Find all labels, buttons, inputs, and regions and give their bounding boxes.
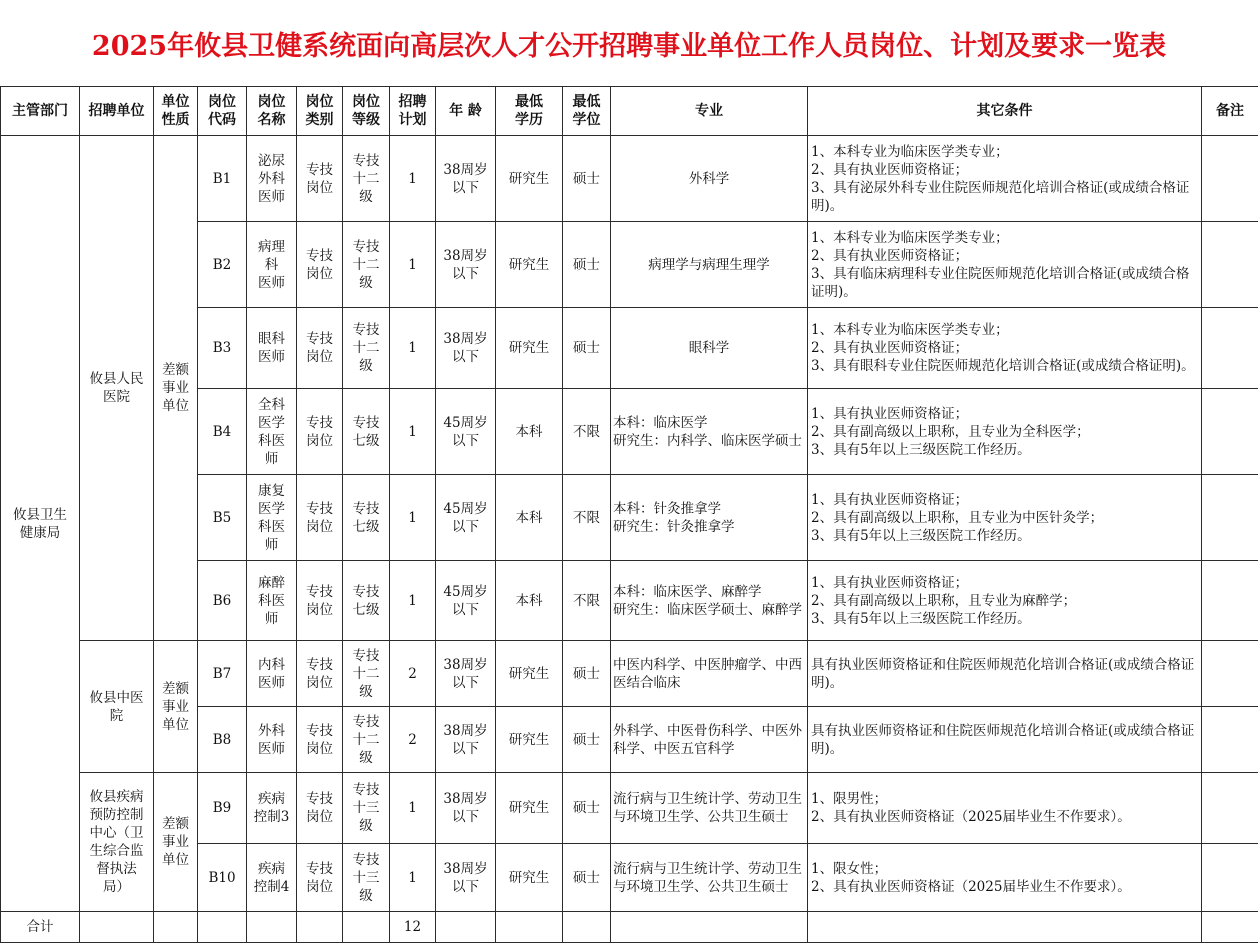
table-row (1, 773, 1258, 844)
plan-cell: 1 (390, 136, 436, 222)
degree-cell: 硕士 (563, 136, 611, 222)
header-nature: 单位 性质 (154, 87, 198, 136)
code-cell: B4 (198, 389, 247, 475)
remark-cell (1202, 136, 1258, 222)
category-cell: 专技 岗位 (297, 641, 343, 707)
page-title: 2025年攸县卫健系统面向高层次人才公开招聘事业单位工作人员岗位、计划及要求一览表 (91, 30, 1167, 62)
post-name-cell: 眼科 医师 (247, 308, 297, 389)
category-cell: 专技 岗位 (297, 222, 343, 308)
other-cell: 1、限男性； 2、具有执业医师资格证（2025届毕业生不作要求）。 (808, 773, 1202, 844)
post-name-cell: 泌尿 外科 医师 (247, 136, 297, 222)
age-cell: 38周岁 以下 (436, 308, 496, 389)
code-cell: B1 (198, 136, 247, 222)
code-cell: B5 (198, 475, 247, 561)
post-name-cell: 外科 医师 (247, 707, 297, 773)
header-name: 岗位 名称 (247, 87, 297, 136)
degree-cell: 硕士 (563, 308, 611, 389)
major-cell: 本科：临床医学 研究生：内科学、临床医学硕士 (611, 389, 808, 475)
other-cell: 1、限女性； 2、具有执业医师资格证（2025届毕业生不作要求）。 (808, 844, 1202, 912)
header-unit: 招聘单位 (80, 87, 154, 136)
major-cell: 本科：针灸推拿学 研究生：针灸推拿学 (611, 475, 808, 561)
header-major: 专业 (611, 87, 808, 136)
remark-cell (1202, 844, 1258, 912)
edu-cell: 研究生 (496, 844, 563, 912)
major-cell: 流行病与卫生统计学、劳动卫生与环境卫生学、公共卫生硕士 (611, 844, 808, 912)
major-cell: 中医内科学、中医肿瘤学、中西医结合临床 (611, 641, 808, 707)
edu-cell: 本科 (496, 475, 563, 561)
remark-cell (1202, 641, 1258, 707)
age-cell: 38周岁 以下 (436, 773, 496, 844)
age-cell: 38周岁 以下 (436, 641, 496, 707)
degree-cell: 硕士 (563, 222, 611, 308)
code-cell: B7 (198, 641, 247, 707)
other-cell: 具有执业医师资格证和住院医师规范化培训合格证(或成绩合格证明)。 (808, 707, 1202, 773)
other-cell: 具有执业医师资格证和住院医师规范化培训合格证(或成绩合格证明)。 (808, 641, 1202, 707)
grade-cell: 专技 十三 级 (343, 844, 390, 912)
post-name-cell: 内科 医师 (247, 641, 297, 707)
edu-cell: 研究生 (496, 222, 563, 308)
age-cell: 38周岁 以下 (436, 844, 496, 912)
remark-cell (1202, 773, 1258, 844)
other-cell: 1、本科专业为临床医学类专业； 2、具有执业医师资格证； 3、具有泌尿外科专业住院医师规范化培训合格证(或成绩合格证明)。 (808, 136, 1202, 222)
age-cell: 38周岁 以下 (436, 136, 496, 222)
post-name-cell: 疾病 控制3 (247, 773, 297, 844)
major-cell: 病理学与病理生理学 (611, 222, 808, 308)
degree-cell: 不限 (563, 561, 611, 641)
edu-cell: 研究生 (496, 136, 563, 222)
code-cell: B9 (198, 773, 247, 844)
dept-cell: 攸县卫生 健康局 (1, 136, 80, 912)
post-name-cell: 全科 医学 科医 师 (247, 389, 297, 475)
category-cell: 专技 岗位 (297, 707, 343, 773)
header-remark: 备注 (1202, 87, 1258, 136)
other-cell: 1、具有执业医师资格证； 2、具有副高级以上职称，且专业为中医针灸学； 3、具有5年以上三级医院工作经历。 (808, 475, 1202, 561)
other-cell: 1、具有执业医师资格证； 2、具有副高级以上职称，且专业为麻醉学； 3、具有5年以上三级医院工作经历。 (808, 561, 1202, 641)
table-row (1, 641, 1258, 707)
major-cell: 外科学、中医骨伤科学、中医外科学、中医五官科学 (611, 707, 808, 773)
grade-cell: 专技 十二 级 (343, 136, 390, 222)
edu-cell: 本科 (496, 389, 563, 475)
post-name-cell: 康复 医学 科医 师 (247, 475, 297, 561)
degree-cell: 不限 (563, 475, 611, 561)
remark-cell (1202, 561, 1258, 641)
remark-cell (1202, 389, 1258, 475)
edu-cell: 研究生 (496, 308, 563, 389)
remark-cell (1202, 475, 1258, 561)
grade-cell: 专技 七级 (343, 389, 390, 475)
age-cell: 45周岁 以下 (436, 389, 496, 475)
header-row (1, 87, 1258, 136)
plan-cell: 1 (390, 773, 436, 844)
grade-cell: 专技 十三 级 (343, 773, 390, 844)
plan-cell: 2 (390, 707, 436, 773)
unit-cell: 攸县中医 院 (80, 641, 154, 773)
header-degree: 最低 学位 (563, 87, 611, 136)
major-cell: 外科学 (611, 136, 808, 222)
header-plan: 招聘 计划 (390, 87, 436, 136)
total-plan: 12 (390, 912, 436, 943)
nature-cell: 差额 事业 单位 (154, 641, 198, 773)
remark-cell (1202, 707, 1258, 773)
code-cell: B10 (198, 844, 247, 912)
category-cell: 专技 岗位 (297, 475, 343, 561)
code-cell: B2 (198, 222, 247, 308)
grade-cell: 专技 七级 (343, 475, 390, 561)
age-cell: 38周岁 以下 (436, 222, 496, 308)
plan-cell: 1 (390, 475, 436, 561)
edu-cell: 研究生 (496, 773, 563, 844)
degree-cell: 硕士 (563, 641, 611, 707)
remark-cell (1202, 308, 1258, 389)
age-cell: 45周岁 以下 (436, 475, 496, 561)
grade-cell: 专技 十二 级 (343, 222, 390, 308)
total-row (1, 912, 1258, 943)
category-cell: 专技 岗位 (297, 136, 343, 222)
category-cell: 专技 岗位 (297, 844, 343, 912)
plan-cell: 1 (390, 222, 436, 308)
header-dept: 主管部门 (1, 87, 80, 136)
plan-cell: 1 (390, 389, 436, 475)
degree-cell: 不限 (563, 389, 611, 475)
edu-cell: 研究生 (496, 707, 563, 773)
post-name-cell: 病理 科 医师 (247, 222, 297, 308)
unit-cell: 攸县人民 医院 (80, 136, 154, 641)
grade-cell: 专技 七级 (343, 561, 390, 641)
table-row (1, 136, 1258, 222)
code-cell: B8 (198, 707, 247, 773)
header-grade: 岗位 等级 (343, 87, 390, 136)
post-name-cell: 疾病 控制4 (247, 844, 297, 912)
age-cell: 38周岁 以下 (436, 707, 496, 773)
plan-cell: 1 (390, 561, 436, 641)
category-cell: 专技 岗位 (297, 389, 343, 475)
recruitment-table (0, 86, 1258, 943)
remark-cell (1202, 222, 1258, 308)
plan-cell: 1 (390, 844, 436, 912)
major-cell: 本科：临床医学、麻醉学 研究生：临床医学硕士、麻醉学 (611, 561, 808, 641)
header-other: 其它条件 (808, 87, 1202, 136)
category-cell: 专技 岗位 (297, 773, 343, 844)
degree-cell: 硕士 (563, 844, 611, 912)
major-cell: 眼科学 (611, 308, 808, 389)
code-cell: B6 (198, 561, 247, 641)
total-label: 合计 (1, 912, 80, 943)
unit-cell: 攸县疾病 预防控制 中心（卫 生综合监 督执法 局） (80, 773, 154, 912)
degree-cell: 硕士 (563, 707, 611, 773)
header-category: 岗位 类别 (297, 87, 343, 136)
nature-cell: 差额 事业 单位 (154, 773, 198, 912)
age-cell: 45周岁 以下 (436, 561, 496, 641)
degree-cell: 硕士 (563, 773, 611, 844)
category-cell: 专技 岗位 (297, 561, 343, 641)
grade-cell: 专技 十二 级 (343, 308, 390, 389)
code-cell: B3 (198, 308, 247, 389)
plan-cell: 1 (390, 308, 436, 389)
grade-cell: 专技 十二 级 (343, 641, 390, 707)
major-cell: 流行病与卫生统计学、劳动卫生与环境卫生学、公共卫生硕士 (611, 773, 808, 844)
nature-cell: 差额 事业 单位 (154, 136, 198, 641)
other-cell: 1、本科专业为临床医学类专业； 2、具有执业医师资格证； 3、具有眼科专业住院医师规范化培训合格证(或成绩合格证明)。 (808, 308, 1202, 389)
other-cell: 1、本科专业为临床医学类专业； 2、具有执业医师资格证； 3、具有临床病理科专业住院医师规范化培训合格证(或成绩合格证明)。 (808, 222, 1202, 308)
header-edu: 最低 学历 (496, 87, 563, 136)
header-age: 年 龄 (436, 87, 496, 136)
post-name-cell: 麻醉 科医 师 (247, 561, 297, 641)
edu-cell: 研究生 (496, 641, 563, 707)
header-code: 岗位 代码 (198, 87, 247, 136)
grade-cell: 专技 十二 级 (343, 707, 390, 773)
category-cell: 专技 岗位 (297, 308, 343, 389)
plan-cell: 2 (390, 641, 436, 707)
edu-cell: 本科 (496, 561, 563, 641)
other-cell: 1、具有执业医师资格证； 2、具有副高级以上职称，且专业为全科医学； 3、具有5年以上三级医院工作经历。 (808, 389, 1202, 475)
